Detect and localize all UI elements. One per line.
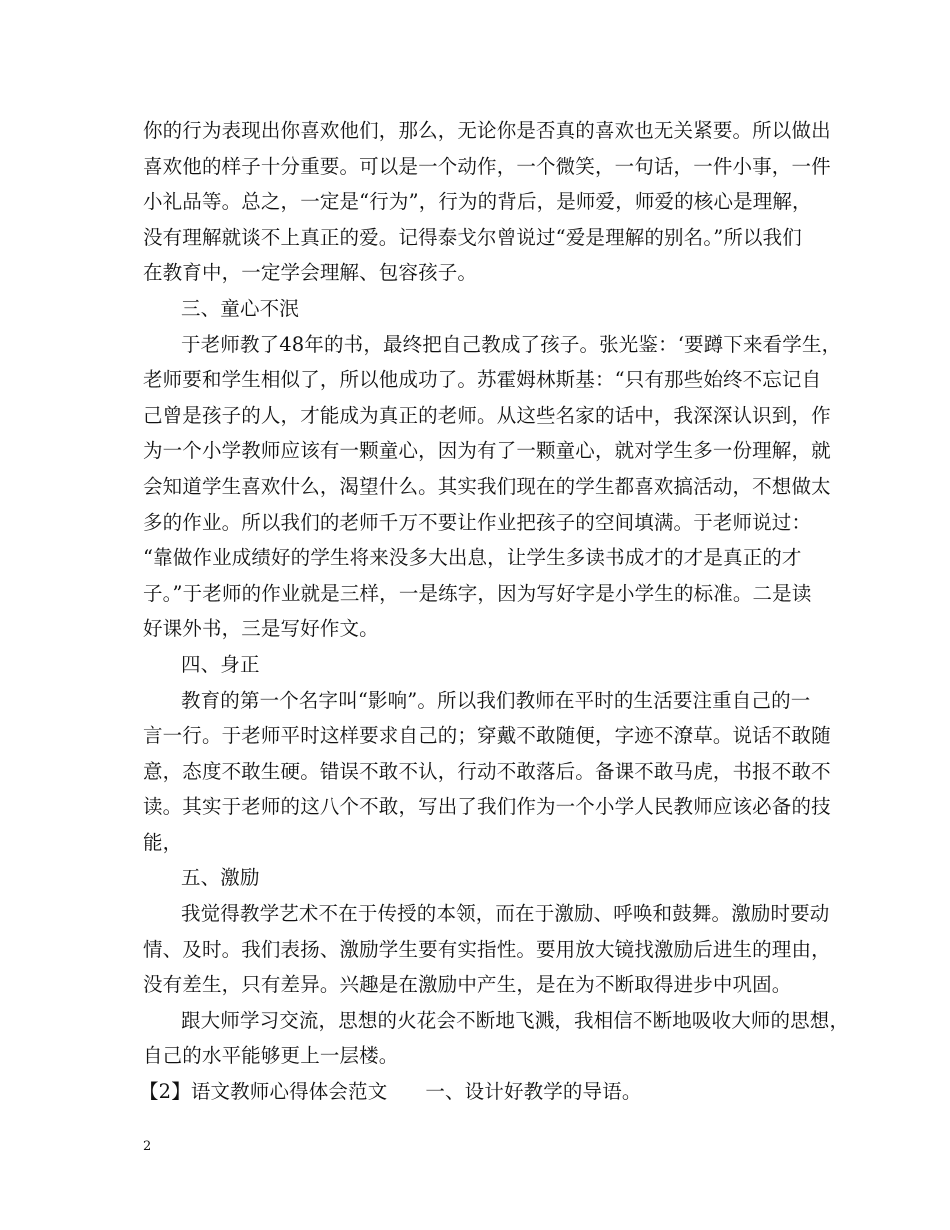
page-number: 2	[143, 1139, 152, 1154]
document-body	[139, 113, 850, 1110]
paragraph-line: 自己的水平能够更上一层楼。	[143, 1044, 399, 1068]
paragraph-line: 教育的第一个名字叫“影响”。所以我们教师在平时的生活要注重自己的一	[181, 688, 811, 712]
paragraph-line: 跟大师学习交流，思想的火花会不断地飞溅，我相信不断地吸收大师的思想，	[181, 1008, 850, 1032]
paragraph-line: 于老师教了48年的书，最终把自己教成了孩子。张光鉴：‘要蹲下来看学生，	[181, 332, 842, 356]
paragraph-line: 会知道学生喜欢什么，渴望什么。其实我们现在的学生都喜欢搞活动，不想做太	[143, 474, 831, 498]
paragraph-line: 在教育中，一定学会理解、包容孩子。	[143, 261, 478, 285]
section-heading: 五、激励	[181, 866, 260, 890]
next-article-heading-line	[139, 1074, 823, 1110]
paragraph-line: 没有差生，只有差异。兴趣是在激励中产生，是在为不断取得进步中巩固。	[143, 973, 792, 997]
paragraph-line: 多的作业。所以我们的老师千万不要让作业把孩子的空间填满。于老师说过：	[143, 510, 812, 534]
paragraph-line: 为一个小学教师应该有一颗童心，因为有了一颗童心，就对学生多一份理解，就	[143, 439, 831, 463]
paragraph-line: 小礼品等。总之，一定是“行为”，行为的背后，是师爱，师爱的核心是理解，	[143, 190, 812, 214]
paragraph-line: 喜欢他的样子十分重要。可以是一个动作，一个微笑，一句话，一件小事，一件	[143, 154, 831, 178]
paragraph-line: 意，态度不敢生硬。错误不敢不认，行动不敢落后。备课不敢马虎，书报不敢不	[143, 759, 831, 783]
paragraph-line: “靠做作业成绩好的学生将来没多大出息，让学生多读书成才的才是真正的才	[143, 546, 802, 570]
paragraph-line: 子。”于老师的作业就是三样，一是练字，因为写好字是小学生的标准。二是读	[143, 581, 812, 605]
section-heading: 四、身正	[181, 652, 260, 676]
paragraph-line: 我觉得教学艺术不在于传授的本领，而在于激励、呼唤和鼓舞。激励时要动	[181, 902, 830, 926]
paragraph-line: 言一行。于老师平时这样要求自己的；穿戴不敢随便，字迹不潦草。说话不敢随	[143, 724, 831, 748]
paragraph-line: 你的行为表现出你喜欢他们，那么，无论你是否真的喜欢也无关紧要。所以做出	[143, 119, 831, 142]
paragraph-line: 没有理解就谈不上真正的爱。记得泰戈尔曾说过“爱是理解的别名。”所以我们	[143, 225, 802, 249]
paragraph-line: 能，	[143, 830, 183, 854]
next-article-title: 【2】语文教师心得体会范文	[139, 1080, 388, 1104]
section-heading: 三、童心不泯	[181, 296, 299, 320]
next-article-subtitle: 一、设计好教学的导语。	[425, 1080, 642, 1104]
paragraph-line: 读。其实于老师的这八个不敢，写出了我们作为一个小学人民教师应该必备的技	[143, 795, 831, 819]
paragraph-line: 情、及时。我们表扬、激励学生要有实指性。要用放大镜找激励后进生的理由，	[143, 937, 831, 961]
paragraph-line: 老师要和学生相似了，所以他成功了。苏霍姆林斯基：“只有那些始终不忘记自	[143, 368, 822, 392]
paragraph-line: 己曾是孩子的人，才能成为真正的老师。从这些名家的话中，我深深认识到，作	[143, 403, 831, 427]
paragraph-line: 好课外书，三是写好作文。	[143, 617, 379, 641]
